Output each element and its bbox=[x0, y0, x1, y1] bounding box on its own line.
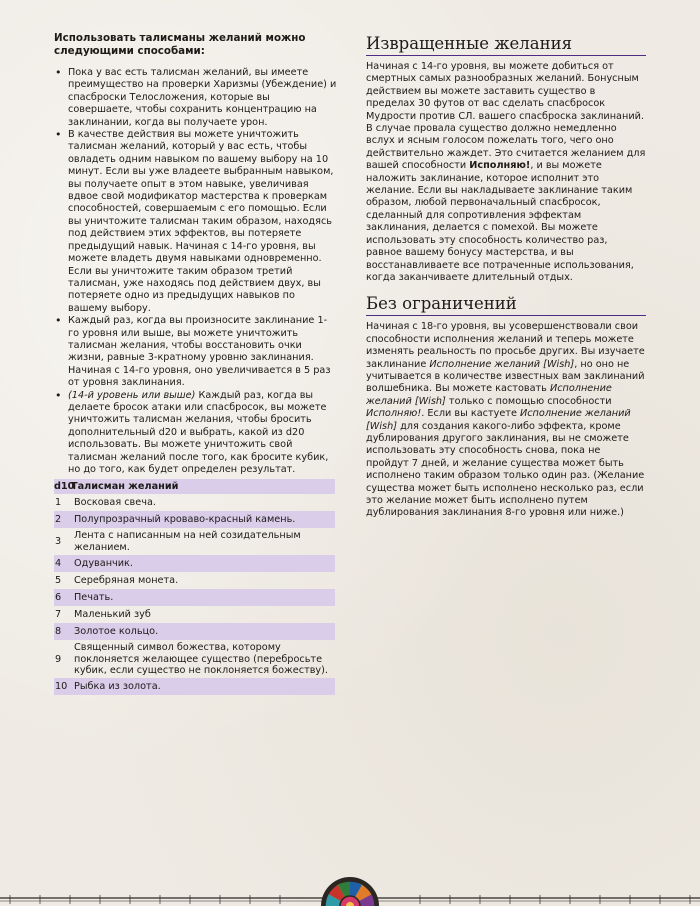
table-row: 9 Священный символ божества, которому поклоняется желающее существо (перебросьте кубик, если существо не поклоняется божеству). bbox=[55, 642, 329, 677]
table-row: 2 Полупрозрачный кроваво-красный камень. bbox=[54, 511, 335, 528]
table-row: 10 Рыбка из золота. bbox=[54, 678, 335, 695]
table-header bbox=[54, 479, 335, 494]
table-row: 1 Восковая свеча. bbox=[55, 497, 156, 509]
table-row: 5 Серебряная монета. bbox=[55, 575, 179, 587]
stained-glass-emblem-icon bbox=[320, 872, 380, 906]
table-header-title: Талисман желаний bbox=[71, 481, 179, 493]
list-item: • Каждый раз, когда вы произносите заклинание 1-го уровня или выше, вы можете уничтожить талисман желания, чтобы восстановить очки жизни, равные 3-кратному уровню заклинания. Начиная с 14-го уровня, оно увеличивается в 5 раз от уровня заклинания. bbox=[54, 315, 337, 389]
list-item: • Пока у вас есть талисман желаний, вы имеете преимущество на проверки Харизмы (Убеждение) и спасброски Телосложения, которые вы совершаете, чтобы сохранить концентрацию на заклинании, когда вы получаете урон. bbox=[54, 67, 337, 129]
left-column bbox=[54, 32, 337, 695]
table-row: 8 Золотое кольцо. bbox=[54, 623, 335, 640]
list-item: • (14-й уровень или выше) Каждый раз, когда вы делаете бросок атаки или спасбросок, вы можете уничтожить талисман желания, чтобы бросить дополнительный d20 и выбрать, какой из d20 использовать. Вы можете уничтожить свой талисман желаний после того, как бросите кубик, но до того, как будет определен результат. bbox=[54, 390, 337, 477]
section-title-twisted-wishes: Извращенные желания bbox=[366, 34, 646, 56]
table-row: 6 Печать. bbox=[54, 589, 335, 606]
talisman-table bbox=[54, 479, 335, 695]
section-text-twisted-wishes: Начиная с 14-го уровня, вы можете добиться от смертных самых разнообразных желаний. Бонусным действием вы можете заставить существо в пределах 30 футов от вас сделать спасбросок Мудрости против СЛ. вашего спасброска заклинаний. В случае провала существо должно немедленно вслух и ясным голосом пожелать того, чего оно действительно жаждет. Это считается желанием для вашей способности Исполняю!, и вы можете наложить заклинание, которое исполнит это желание. Если вы накладываете заклинание таким образом, любой первоначальный спасбросок, сделанный для сопротивления эффектам заклинания, делается с помехой. Вы можете использовать эту способность количество раз, равное вашему бонусу мастерства, и вы восстанавливаете все потраченные использования, когда заканчиваете длительный отдых. bbox=[366, 61, 646, 283]
table-row: 3 Лента с написанным на ней созидательным желанием. bbox=[55, 530, 301, 553]
section-title-no-limits: Без ограничений bbox=[366, 294, 646, 316]
right-column bbox=[366, 34, 646, 520]
intro-text: Использовать талисманы желаний можно следующими способами: bbox=[54, 32, 306, 57]
usage-list bbox=[54, 67, 337, 476]
list-item: • В качестве действия вы можете уничтожить талисман желаний, который у вас есть, чтобы овладеть одним навыком по вашему выбору на 10 минут. Если вы уже владеете выбранным навыком, вы получаете опыт в этом навыке, увеличивая вдвое свой модификатор мастерства к проверкам способностей, совершаемым с его помощью. Если вы уничтожите талисман таким образом, находясь под действием этих эффектов, вы потеряете предыдущий навык. Начиная с 14-го уровня, вы можете владеть двумя навыками одновременно. Если вы уничтожите таким образом третий талисман, уже находясь под действием двух, вы потеряете одно из предыдущих навыков по вашему выбору. bbox=[54, 129, 337, 315]
table-header-d10: d10 bbox=[54, 481, 75, 493]
table-row: 4 Одуванчик. bbox=[54, 555, 335, 572]
table-row: 7 Маленький зуб bbox=[55, 609, 151, 621]
section-text-no-limits: Начиная с 18-го уровня, вы усовершенствовали свои способности исполнения желаний и теперь можете изменять реальность по просьбе других. Вы изучаете заклинание Исполнение желаний [Wish], но оно не учитывается в количестве известных вам заклинаний волшебника. Вы можете кастовать Исполнение желаний [Wish] только с помощью способности Исполняю!. Если вы кастуете Исполнение желаний [Wish] для создания какого-либо эффекта, кроме дублирования другого заклинания, вы не сможете использовать эту способность снова, пока не пройдут 7 дней, и желание существа может быть исполнено таким образом только один раз. (Желание существа может быть исполнено несколько раз, если это желание может быть исполнено путем дублирования заклинания 8-го уровня или ниже.) bbox=[366, 321, 645, 519]
